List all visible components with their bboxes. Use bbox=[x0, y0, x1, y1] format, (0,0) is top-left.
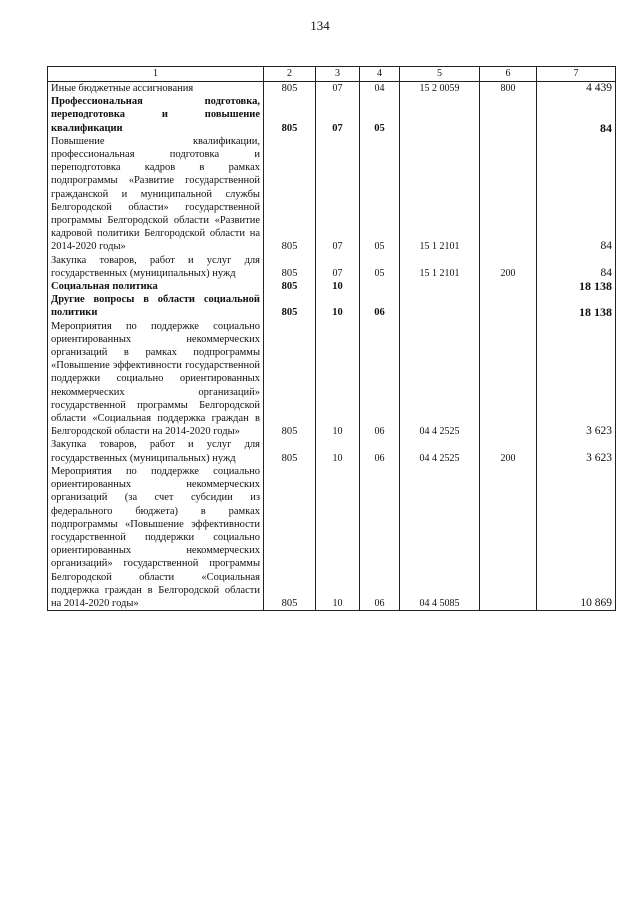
amount: 18 138 bbox=[537, 280, 616, 293]
ministry-code: 805 bbox=[264, 293, 316, 319]
target-article-code: 15 1 2101 bbox=[400, 135, 480, 254]
table-row bbox=[48, 280, 616, 293]
subsection-code bbox=[360, 280, 400, 293]
row-description: Иные бюджетные ассигнования bbox=[48, 82, 264, 96]
section-code: 10 bbox=[316, 465, 360, 611]
amount: 4 439 bbox=[537, 82, 616, 96]
column-header: 1 bbox=[48, 67, 264, 82]
subsection-code: 06 bbox=[360, 320, 400, 439]
expense-type-code bbox=[480, 465, 537, 611]
amount: 84 bbox=[537, 135, 616, 254]
table-row bbox=[48, 293, 616, 319]
expense-type-code: 800 bbox=[480, 82, 537, 96]
expense-type-code bbox=[480, 293, 537, 319]
ministry-code: 805 bbox=[264, 95, 316, 135]
target-article-code bbox=[400, 293, 480, 319]
section-code: 07 bbox=[316, 254, 360, 280]
column-header: 3 bbox=[316, 67, 360, 82]
table-row bbox=[48, 438, 616, 464]
row-description: Мероприятия по поддержке социально ориентированных некоммерческих организаций (за счет субсидии из федерального бюджета) в рамках подпрограммы «Повышение эффективности государственной поддержки социально ориентированных некоммерческих организаций» государственной программы Белгородской области «Социальная поддержка граждан в Белгородской области на 2014-2020 годы» bbox=[48, 465, 264, 611]
table-row bbox=[48, 82, 616, 96]
amount: 3 623 bbox=[537, 320, 616, 439]
ministry-code: 805 bbox=[264, 280, 316, 293]
column-header-row bbox=[48, 67, 616, 82]
subsection-code: 06 bbox=[360, 438, 400, 464]
ministry-code: 805 bbox=[264, 135, 316, 254]
table-row bbox=[48, 135, 616, 254]
row-description: Мероприятия по поддержке социально ориентированных некоммерческих организаций в рамках подпрограммы «Повышение эффективности государственной поддержки социально ориентированных некоммерческих организаций» государственной программы Белгородской области «Социальная поддержка граждан в Белгородской области на 2014-2020 годы» bbox=[48, 320, 264, 439]
table-body bbox=[48, 82, 616, 611]
column-header: 4 bbox=[360, 67, 400, 82]
section-code: 10 bbox=[316, 293, 360, 319]
table-row bbox=[48, 465, 616, 611]
amount: 84 bbox=[537, 95, 616, 135]
expense-type-code bbox=[480, 95, 537, 135]
amount: 18 138 bbox=[537, 293, 616, 319]
row-description: Социальная политика bbox=[48, 280, 264, 293]
expense-type-code bbox=[480, 320, 537, 439]
ministry-code: 805 bbox=[264, 320, 316, 439]
amount: 10 869 bbox=[537, 465, 616, 611]
amount: 3 623 bbox=[537, 438, 616, 464]
ministry-code: 805 bbox=[264, 82, 316, 96]
amount: 84 bbox=[537, 254, 616, 280]
ministry-code: 805 bbox=[264, 465, 316, 611]
row-description: Профессиональная подготовка, переподготовка и повышение квалификации bbox=[48, 95, 264, 135]
row-description: Повышение квалификации, профессиональная подготовка и переподготовка кадров в рамках подпрограммы «Развитие государственной гражданской и муниципальной службы Белгородской области» государственной программы Белгородской области «Развитие кадровой политики Белгородской области на 2014-2020 годы» bbox=[48, 135, 264, 254]
subsection-code: 05 bbox=[360, 254, 400, 280]
ministry-code: 805 bbox=[264, 438, 316, 464]
target-article-code bbox=[400, 280, 480, 293]
column-header: 6 bbox=[480, 67, 537, 82]
row-description: Закупка товаров, работ и услуг для государственных (муниципальных) нужд bbox=[48, 438, 264, 464]
expense-type-code: 200 bbox=[480, 254, 537, 280]
section-code: 07 bbox=[316, 95, 360, 135]
target-article-code: 15 1 2101 bbox=[400, 254, 480, 280]
target-article-code: 15 2 0059 bbox=[400, 82, 480, 96]
table-row bbox=[48, 320, 616, 439]
subsection-code: 05 bbox=[360, 135, 400, 254]
page-number: 134 bbox=[310, 18, 330, 33]
subsection-code: 05 bbox=[360, 95, 400, 135]
subsection-code: 06 bbox=[360, 465, 400, 611]
expense-type-code bbox=[480, 135, 537, 254]
section-code: 07 bbox=[316, 135, 360, 254]
table-row bbox=[48, 254, 616, 280]
column-header: 5 bbox=[400, 67, 480, 82]
budget-table bbox=[47, 66, 616, 611]
target-article-code: 04 4 2525 bbox=[400, 438, 480, 464]
section-code: 10 bbox=[316, 438, 360, 464]
target-article-code: 04 4 5085 bbox=[400, 465, 480, 611]
row-description: Другие вопросы в области социальной политики bbox=[48, 293, 264, 319]
column-header: 2 bbox=[264, 67, 316, 82]
table-row bbox=[48, 95, 616, 135]
ministry-code: 805 bbox=[264, 254, 316, 280]
expense-type-code bbox=[480, 280, 537, 293]
subsection-code: 04 bbox=[360, 82, 400, 96]
row-description: Закупка товаров, работ и услуг для государственных (муниципальных) нужд bbox=[48, 254, 264, 280]
section-code: 07 bbox=[316, 82, 360, 96]
section-code: 10 bbox=[316, 320, 360, 439]
subsection-code: 06 bbox=[360, 293, 400, 319]
expense-type-code: 200 bbox=[480, 438, 537, 464]
target-article-code: 04 4 2525 bbox=[400, 320, 480, 439]
section-code: 10 bbox=[316, 280, 360, 293]
target-article-code bbox=[400, 95, 480, 135]
column-header: 7 bbox=[537, 67, 616, 82]
